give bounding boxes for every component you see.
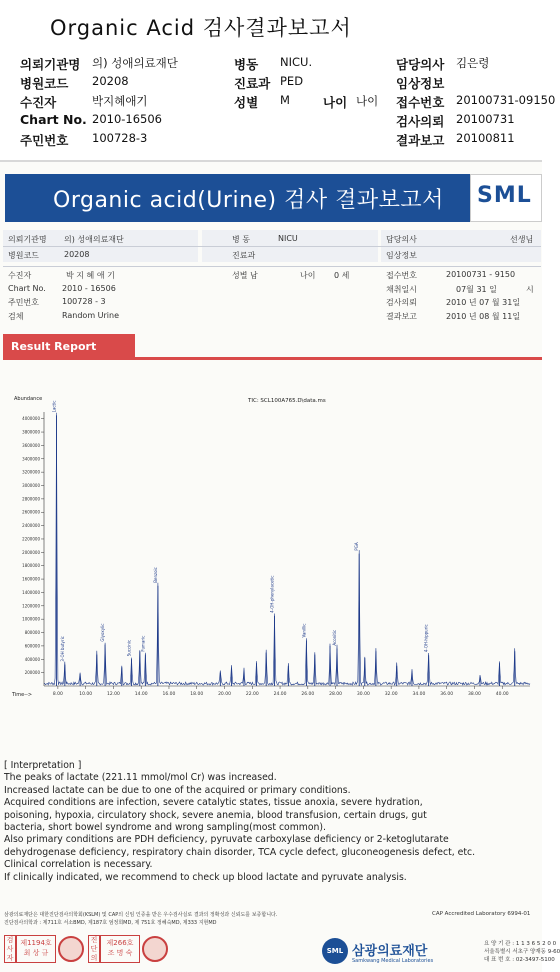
y-tick-label: 1400000 <box>22 589 40 595</box>
x-tick-label: 20.00 <box>218 692 231 697</box>
y-tick-label: 2200000 <box>22 536 40 542</box>
requester-label: 의뢰기관명 <box>20 57 81 72</box>
y-tick-label: 1200000 <box>22 603 40 609</box>
sex-value: M <box>280 93 290 107</box>
interpretation-line: Clinical correlation is necessary. <box>4 859 153 871</box>
x-tick-label: 30.00 <box>356 692 370 697</box>
x-tick-label: 12.00 <box>106 692 120 697</box>
tester-stamp-no: 제1194호 <box>20 939 52 947</box>
y-tick-label: 600000 <box>24 643 40 649</box>
scan-ward-label: 병 동 <box>232 235 250 244</box>
dept-value: PED <box>280 74 304 88</box>
y-tick-label: 2400000 <box>22 523 40 529</box>
chart-xlabel: Time--> <box>12 692 33 698</box>
patient-value: 박지혜애기 <box>92 94 148 108</box>
chart-ylabel: Abundance <box>14 396 43 402</box>
receipt-label: 접수번호 <box>396 95 445 110</box>
hospital-code-label: 병원코드 <box>20 76 69 91</box>
ward-label: 병동 <box>234 57 259 72</box>
age-value: 나이 <box>356 94 379 108</box>
scan-requester-label: 의뢰기관명 <box>8 235 47 244</box>
interpretation-section <box>4 760 540 884</box>
sml-logo-text: SML <box>477 183 532 208</box>
result-report-tab: Result Report <box>3 334 135 358</box>
dept-label: 진료과 <box>234 76 271 91</box>
interpretation-line: dehydrogenase deficiency, respiratory chain disorder, TCA cycle defect, gluconeogenesis defect, etc. <box>4 846 476 858</box>
age-label: 나이 <box>323 95 348 110</box>
peak-label: 4-OH-hippuric <box>423 624 429 653</box>
contact-line-3: 대 표 번 호 : 02-3497-5100 <box>484 957 555 963</box>
sml-logo <box>470 174 542 222</box>
scan-doctor-value: 선생님 <box>510 235 534 244</box>
requester-value: 의) 성애의료재단 <box>92 56 178 70</box>
scan-resident-value: 100728 - 3 <box>62 297 106 306</box>
contact-line-2: 서울특별시 서초구 양재동 9-60 <box>484 949 560 955</box>
chart-no-label: Chart No. <box>20 112 87 127</box>
ward-value: NICU. <box>280 55 313 69</box>
scan-age-value: 0 세 <box>334 271 350 280</box>
chart-annotations <box>51 401 428 662</box>
hospital-code-value: 20208 <box>92 74 129 88</box>
y-tick-label: 3000000 <box>22 483 40 489</box>
x-tick-label: 24.00 <box>273 692 287 697</box>
y-tick-label: 1600000 <box>22 576 40 582</box>
patient-label: 수진자 <box>20 95 57 110</box>
scan-patient-label: 수진자 <box>8 271 32 280</box>
y-tick-label: 3400000 <box>22 456 40 462</box>
sex-label: 성별 <box>234 95 259 110</box>
doctor-stamp-no: 제266호 <box>106 939 134 947</box>
tester-seal <box>58 936 84 962</box>
report-date-value: 20100811 <box>456 131 515 145</box>
resident-label: 주민번호 <box>20 133 69 148</box>
y-tick-label: 3800000 <box>22 429 40 435</box>
x-tick-label: 18.00 <box>190 692 204 697</box>
doctor-stamp-name: 조 명 숙 <box>107 949 133 957</box>
scan-receipt-value: 20100731 - 9150 <box>446 270 516 279</box>
chart-axes <box>22 412 530 697</box>
tic-trace <box>44 413 530 685</box>
request-date-value: 20100731 <box>456 112 515 126</box>
peak-label: Benzoic <box>152 567 158 583</box>
y-tick-label: 800000 <box>24 630 40 636</box>
y-tick-label: 2000000 <box>22 549 40 555</box>
x-tick-label: 22.00 <box>245 692 259 697</box>
interpretation-line: bacteria, short bowel syndrome and wrong sampling(most common). <box>4 822 327 834</box>
interpretation-line: poisoning, hypoxia, circulatory shock, severe anemia, blood transfusion, certain drugs, gut <box>4 809 427 821</box>
scan-dept-label: 진료과 <box>232 251 256 260</box>
scan-specimen-label: 검체 <box>8 312 24 321</box>
y-tick-label: 400000 <box>24 656 40 662</box>
peak-label: Succinic <box>126 639 132 657</box>
y-tick-label: 2800000 <box>22 496 40 502</box>
report-date-label: 결과보고 <box>396 133 445 148</box>
scan-chart-label: Chart No. <box>8 284 46 293</box>
scan-sex-label: 성별 남 <box>232 271 258 280</box>
x-tick-label: 36.00 <box>440 692 454 697</box>
scan-hospital-code-value: 20208 <box>64 250 90 259</box>
y-tick-label: 4000000 <box>22 416 40 422</box>
org-english-name: Samkwang Medical Laboratories <box>352 958 434 964</box>
y-tick-label: 2600000 <box>22 509 40 515</box>
interpretation-line: Acquired conditions are infection, severe catalytic states, tissue anoxia, severe hydration, <box>4 797 423 809</box>
banner-title: Organic acid(Urine) 검사 결과보고서 <box>53 188 444 213</box>
x-tick-label: 10.00 <box>79 692 93 697</box>
y-tick-label: 3200000 <box>22 469 40 475</box>
peak-label: 4-OH-phenylacetic <box>269 575 275 613</box>
scan-report-label: 결과보고 <box>386 312 417 321</box>
doctor-seal <box>142 936 168 962</box>
certification-line-2: 진단검사의학과 : 제711호 서소BMD, 제187호 엄정희MD, 제 751호 정혜숙MD, 제333 지현MD <box>4 920 217 926</box>
org-name: 삼광의료재단 <box>352 944 428 959</box>
scan-request-value: 2010 년 07 월 31일 <box>446 298 521 307</box>
scan-report-value: 2010 년 08 월 11일 <box>446 312 521 321</box>
interpretation-line: The peaks of lactate (221.11 mmol/mol Cr) was increased. <box>4 772 277 784</box>
peak-label: Fumaric <box>140 635 146 652</box>
scan-doctor-label: 담당의사 <box>386 235 417 244</box>
certification-line-1: 삼광의료재단은 대한진단검사의학회(KSLM) 및 CAP의 신임 인증을 받은 우수검사실로 결과의 정확성과 신뢰도를 보증합니다. <box>4 912 278 918</box>
doctor-value: 김은령 <box>456 56 490 70</box>
scan-hospital-code-label: 병원코드 <box>8 251 39 260</box>
scan-resident-label: 주민번호 <box>8 298 39 307</box>
scan-specimen-value: Random Urine <box>62 311 120 320</box>
scan-collect-label: 채취일시 <box>386 285 417 294</box>
interpretation-line: If clinically indicated, we recommend to check up blood lactate and pyruvate analysis. <box>4 871 407 883</box>
certification-note <box>4 911 277 927</box>
doctor-stamp-label: 진단의 <box>88 935 100 963</box>
y-tick-label: 1000000 <box>22 616 40 622</box>
info-divider <box>3 246 541 247</box>
cap-accreditation: CAP Accredited Laboratory 6994-01 <box>432 911 531 917</box>
y-tick-label: 200000 <box>24 670 40 676</box>
interpretation-line: Also primary conditions are PDH deficiency, pyruvate carboxylase deficiency or 2-ketoglutarate <box>4 834 449 846</box>
scanned-report <box>0 160 560 972</box>
report-banner <box>5 174 470 222</box>
peak-label: Vanillic <box>301 623 307 638</box>
x-tick-label: 8.00 <box>52 692 63 697</box>
scan-collect-value: 07월 31 일 <box>456 285 497 294</box>
x-tick-label: 28.00 <box>329 692 343 697</box>
peak-label: Aconitic <box>331 629 337 646</box>
scan-collect-time: 시 <box>526 285 534 294</box>
sml-org-logo: SML <box>322 938 348 964</box>
result-report-rule <box>3 357 542 360</box>
tester-stamp <box>16 935 56 963</box>
y-tick-label: 1800000 <box>22 563 40 569</box>
receipt-value: 20100731-09150 <box>456 93 556 107</box>
contact-line-1: 요 양 기 관 : 1 1 3 6 5 2 0 0 <box>484 941 557 947</box>
doctor-label: 담당의사 <box>396 57 445 72</box>
scan-patient-value: 박 지 혜 애 기 <box>66 271 115 280</box>
contact-info <box>484 940 560 964</box>
chart-trace <box>44 413 530 686</box>
document-title: Organic Acid 검사결과보고서 <box>50 16 352 40</box>
scan-request-label: 검사의뢰 <box>386 298 417 307</box>
scan-receipt-label: 접수번호 <box>386 271 417 280</box>
peak-label: Glyoxylic <box>100 623 106 642</box>
peak-label: 3-OH butyric <box>59 636 65 662</box>
scan-chart-value: 2010 - 16506 <box>62 284 116 293</box>
interpretation-heading: [ Interpretation ] <box>4 760 82 771</box>
clinical-label: 임상정보 <box>396 76 445 91</box>
info-divider-2 <box>3 266 541 267</box>
chart-title: TIC: SCL100A765.D\data.ms <box>248 398 326 404</box>
peak-label: PGA <box>354 542 360 551</box>
x-tick-label: 16.00 <box>162 692 176 697</box>
scan-requester-value: 의) 성애의료재단 <box>64 235 124 244</box>
x-tick-label: 40.00 <box>495 692 509 697</box>
scan-age-label: 나이 <box>300 271 316 280</box>
y-tick-label: 3600000 <box>22 442 40 448</box>
chart-no-value: 2010-16506 <box>92 112 162 126</box>
x-tick-label: 32.00 <box>384 692 398 697</box>
x-tick-label: 26.00 <box>301 692 315 697</box>
tester-stamp-label: 검사자 <box>4 935 16 963</box>
scan-clinical-label: 임상정보 <box>386 251 417 260</box>
x-tick-label: 34.00 <box>412 692 426 697</box>
x-tick-label: 14.00 <box>134 692 148 697</box>
resident-value: 100728-3 <box>92 131 148 145</box>
interpretation-line: Increased lactate can be due to one of the acquired or primary conditions. <box>4 784 351 796</box>
doctor-stamp <box>100 935 140 963</box>
peak-label: Lactic <box>51 400 57 413</box>
chromatogram-chart <box>0 390 542 700</box>
scan-ward-value: NICU <box>278 234 298 243</box>
request-date-label: 검사의뢰 <box>396 114 445 129</box>
tester-stamp-name: 최 상 규 <box>23 949 49 957</box>
x-tick-label: 38.00 <box>468 692 481 697</box>
